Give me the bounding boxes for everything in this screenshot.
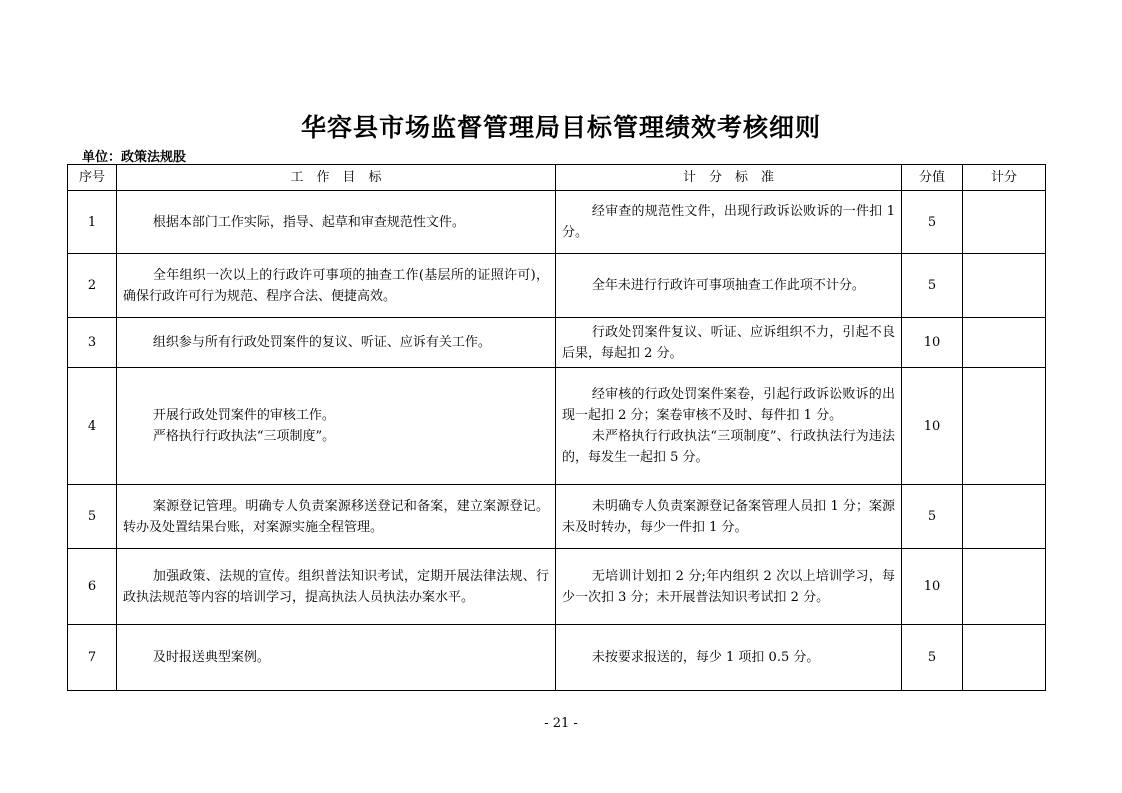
goal-text: 案源登记管理。明确专人负责案源移送登记和备案，建立案源登记。转办及处置结果台账，对案源实施全程管理。 — [123, 498, 549, 535]
row-number: 6 — [68, 549, 117, 625]
goal-text: 开展行政处罚案件的审核工作。 — [152, 408, 335, 423]
goal-text: 严格执行行政执法“三项制度”。 — [152, 429, 336, 444]
table-row — [68, 318, 1046, 368]
points-cell — [963, 485, 1046, 549]
criteria-cell — [556, 318, 902, 368]
criteria-text: 行政处罚案件复议、听证、应诉组织不力，引起不良后果，每起扣 2 分。 — [562, 324, 895, 361]
criteria-text: 未明确专人负责案源登记备案管理人员扣 1 分；案源未及时转办，每少一件扣 1 分。 — [562, 498, 895, 535]
goal-text: 组织参与所有行政处罚案件的复议、听证、应诉有关工作。 — [152, 335, 491, 350]
goal-cell — [117, 191, 556, 254]
criteria-cell — [556, 625, 902, 691]
criteria-cell — [556, 191, 902, 254]
row-number: 7 — [68, 625, 117, 691]
score-value: 10 — [902, 318, 963, 368]
table-row — [68, 485, 1046, 549]
header-no: 序号 — [68, 165, 117, 191]
header-goal: 工 作 目 标 — [117, 165, 556, 191]
goal-cell — [117, 254, 556, 318]
row-number: 5 — [68, 485, 117, 549]
goal-text: 加强政策、法规的宣传。组织普法知识考试，定期开展法律法规、行政执法规范等内容的培训学习，提高执法人员执法办案水平。 — [123, 568, 549, 605]
page-number: - 21 - — [544, 716, 578, 731]
unit-label: 单位：政策法规股 — [82, 150, 187, 165]
goal-text: 根据本部门工作实际，指导、起草和审查规范性文件。 — [152, 214, 465, 230]
criteria-text: 未严格执行行政执法“三项制度”、行政执法行为违法的，每发生一起扣 5 分。 — [562, 429, 895, 465]
row-number: 2 — [68, 254, 117, 318]
goal-cell — [117, 318, 556, 368]
goal-cell — [117, 485, 556, 549]
table-header-row — [68, 165, 1046, 191]
criteria-text: 无培训计划扣 2 分;年内组织 2 次以上培训学习，每少一次扣 3 分；未开展普法知识考试扣 2 分。 — [562, 568, 895, 605]
score-value: 5 — [902, 485, 963, 549]
criteria-cell — [556, 368, 902, 485]
goal-text: 全年组织一次以上的行政许可事项的抽查工作(基层所的证照许可)，确保行政许可行为规范、程序合法、便捷高效。 — [123, 267, 549, 304]
goal-cell — [117, 368, 556, 485]
row-number: 3 — [68, 318, 117, 368]
criteria-text: 未按要求报送的，每少 1 项扣 0.5 分。 — [591, 650, 820, 665]
assessment-table — [67, 164, 1046, 691]
criteria-text: 全年未进行行政许可事项抽查工作此项不计分。 — [591, 278, 865, 293]
score-value: 5 — [902, 191, 963, 254]
score-value: 10 — [902, 549, 963, 625]
criteria-cell — [556, 549, 902, 625]
table-row — [68, 368, 1046, 485]
row-number: 1 — [68, 191, 117, 254]
score-value: 10 — [902, 368, 963, 485]
criteria-cell — [556, 254, 902, 318]
points-cell — [963, 254, 1046, 318]
header-criteria: 计 分 标 准 — [556, 165, 902, 191]
score-value: 5 — [902, 254, 963, 318]
header-score: 分值 — [902, 165, 963, 191]
points-cell — [963, 625, 1046, 691]
points-cell — [963, 549, 1046, 625]
header-points: 计分 — [963, 165, 1046, 191]
points-cell — [963, 318, 1046, 368]
goal-cell — [117, 549, 556, 625]
criteria-cell — [556, 485, 902, 549]
table-row — [68, 625, 1046, 691]
page-title: 华容县市场监督管理局目标管理绩效考核细则 — [300, 113, 821, 142]
table-row — [68, 254, 1046, 318]
goal-text: 及时报送典型案例。 — [152, 650, 270, 665]
points-cell — [963, 191, 1046, 254]
table-row — [68, 191, 1046, 254]
criteria-text: 经审查的规范性文件，出现行政诉讼败诉的一件扣 1 分。 — [562, 204, 895, 240]
criteria-text: 经审核的行政处罚案件案卷，引起行政诉讼败诉的出现一起扣 2 分；案卷审核不及时、每件扣 1 分。 — [562, 387, 895, 423]
goal-cell — [117, 625, 556, 691]
score-value: 5 — [902, 625, 963, 691]
row-number: 4 — [68, 368, 117, 485]
table-row — [68, 549, 1046, 625]
points-cell — [963, 368, 1046, 485]
